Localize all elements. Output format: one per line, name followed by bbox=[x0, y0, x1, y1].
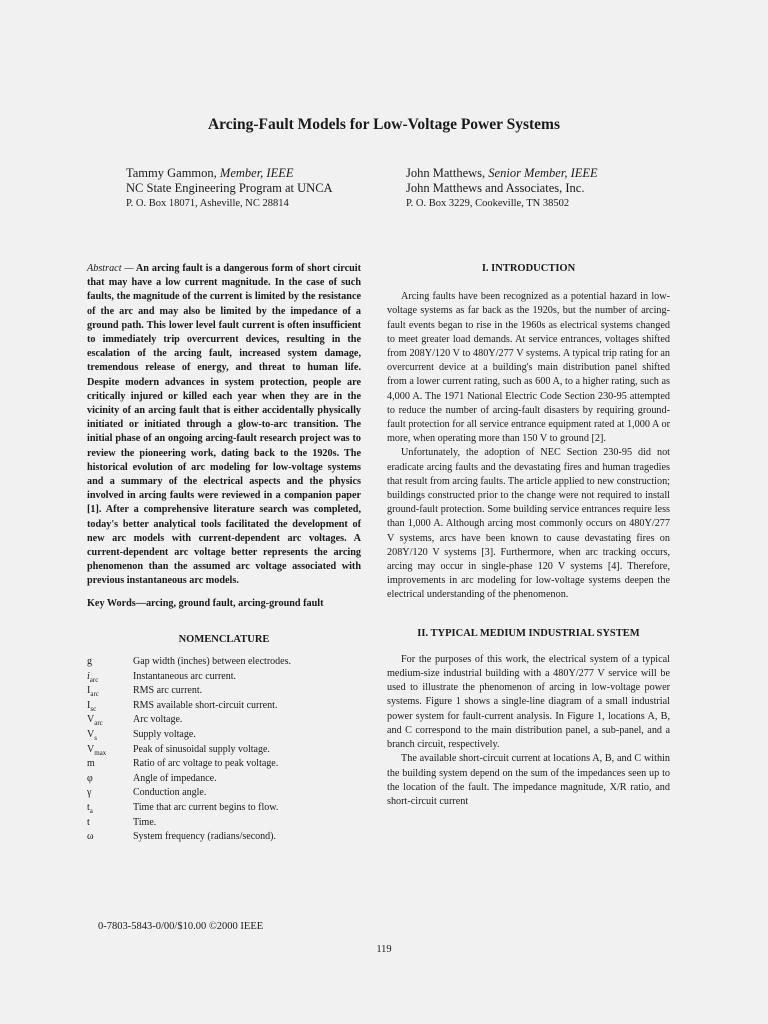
nomenclature-item bbox=[87, 786, 361, 801]
nomenclature-definition: RMS available short-circuit current. bbox=[133, 699, 278, 711]
nomenclature-heading: NOMENCLATURE bbox=[178, 633, 270, 645]
abstract-lead: Abstract — bbox=[87, 263, 134, 274]
nomenclature-item bbox=[87, 670, 361, 685]
nomenclature-definition: Time that arc current begins to flow. bbox=[133, 802, 279, 814]
nomenclature-definition: System frequency (radians/second). bbox=[133, 831, 277, 843]
keywords: Key Words—arcing, ground fault, arcing-ground fault bbox=[87, 597, 324, 609]
abstract-text: An arcing fault is a dangerous form of short circuit that may have a low current magnitude. In the case of such faults, the magnitude of the current is limited by the resistance of the arc and may also be limited by the impedance of a ground path. This lower level fault current is often insufficient to immediately trip overcurrent devices, resulting in the escalation of the arcing fault, increased system damage, tremendous release of energy, and threat to human life. Despite modern advances in system protection, people are critically injured or killed each year when they are in the vicinity of an arcing fault that is either accidentally physically initiated or initiated through a glow-to-arc transition. The initial phase of an ongoing arcing-fault research project was to review the pioneering work, dating back to the 1920s. The historical evolution of arc modeling for low-voltage systems and a summary of the electrical aspects and the physics involved in arcing faults were reviewed in a companion paper [1]. After a comprehensive literature search was completed, today's better analytical tools facilitated the development of new arc models with current-dependent arc voltages. A current-dependent arc voltage better represents the arcing phenomenon than the assumed arc voltage associated with previous instantaneous arc models. bbox=[87, 263, 361, 587]
nomenclature-symbol: m bbox=[87, 758, 95, 770]
author-name: Tammy Gammon, bbox=[126, 166, 217, 180]
copyright-notice: 0-7803-5843-0/00/$10.00 ©2000 IEEE bbox=[98, 921, 264, 932]
nomenclature-definition: Conduction angle. bbox=[133, 787, 207, 799]
nomenclature-definition: Arc voltage. bbox=[133, 714, 183, 726]
section-heading-introduction: I. INTRODUCTION bbox=[481, 263, 576, 274]
section-heading-typical-system: II. TYPICAL MEDIUM INDUSTRIAL SYSTEM bbox=[417, 627, 640, 639]
author-affiliation: NC State Engineering Program at UNCA bbox=[126, 181, 333, 195]
nomenclature-item bbox=[87, 757, 361, 772]
author-name: John Matthews, bbox=[406, 166, 486, 180]
nomenclature-symbol: ω bbox=[87, 831, 94, 843]
nomenclature-definition: Gap width (inches) between electrodes. bbox=[133, 656, 291, 668]
nomenclature-definition: Time. bbox=[133, 816, 157, 828]
paragraph: Unfortunately, the adoption of NEC Section 230-95 did not eradicate arcing faults and the devastating fires and human tragedies that result from arcing faults. The article applied to new construction; buildings constructed prior to the change were not required to install ground-fault protection. Some building service entrances require less than 1,000 A. Although arcing most commonly occurs on 480Y/277 V systems, arcs have been known to cause devastating fires on 208Y/120 V systems [3]. Furthermore, when arc tracking occurs, arcing may occur in single-phase 120 V systems [4]. Therefore, improvements in arc modeling for low-voltage systems deepen the electrical understanding of the phenomenon. bbox=[387, 447, 670, 601]
nomenclature-symbol: $I_{sc}$ bbox=[87, 699, 97, 713]
nomenclature-item bbox=[87, 830, 361, 845]
author-role: Senior Member, IEEE bbox=[488, 166, 598, 180]
author-role: Member, IEEE bbox=[219, 166, 294, 180]
author-block-1 bbox=[126, 166, 333, 211]
nomenclature-item bbox=[87, 801, 361, 816]
page-number: 119 bbox=[376, 944, 392, 955]
nomenclature-item bbox=[87, 816, 361, 831]
nomenclature-item bbox=[87, 684, 361, 699]
author-address: P. O. Box 18071, Asheville, NC 28814 bbox=[126, 198, 289, 209]
nomenclature-definition: RMS arc current. bbox=[133, 685, 203, 697]
nomenclature-item bbox=[87, 772, 361, 787]
nomenclature-definition: Ratio of arc voltage to peak voltage. bbox=[133, 758, 279, 770]
left-column bbox=[87, 262, 361, 845]
nomenclature-symbol: φ bbox=[87, 772, 93, 784]
abstract bbox=[87, 262, 361, 589]
nomenclature-symbol: $V_{max}$ bbox=[87, 743, 107, 757]
nomenclature-item bbox=[87, 655, 361, 670]
author-affiliation: John Matthews and Associates, Inc. bbox=[406, 181, 585, 195]
nomenclature-symbol: g bbox=[87, 656, 92, 668]
paper-title: Arcing-Fault Models for Low-Voltage Power Systems bbox=[207, 116, 560, 133]
nomenclature-item bbox=[87, 713, 361, 728]
nomenclature-list bbox=[87, 655, 361, 845]
paragraph: Arcing faults have been recognized as a potential hazard in low-voltage systems as far back as the 1920s, but the number of arcing-fault events began to rise in the 1960s as electrical systems changed to meet greater load demands. At service entrances, voltages shifted from 208Y/120 V to 480Y/277 V systems. A typical trip rating for an overcurrent device at a building's main distribution panel shifted from a lower current rating, such as 600 A, to a higher rating, such as 4,000 A. The 1971 National Electric Code Section 230-95 attempted to reduce the number of arcing-fault disasters by requiring ground-fault protection for all service entrance equipment rated at 1,000 A or more, when operating more than 150 V to ground [2]. bbox=[387, 291, 670, 445]
nomenclature-symbol: γ bbox=[87, 787, 92, 799]
nomenclature-symbol: $V_{arc}$ bbox=[87, 714, 103, 728]
author-address: P. O. Box 3229, Cookeville, TN 38502 bbox=[406, 198, 570, 209]
nomenclature-symbol: $I_{arc}$ bbox=[87, 685, 99, 699]
nomenclature-item bbox=[87, 728, 361, 743]
nomenclature-symbol: $V_s$ bbox=[87, 729, 97, 743]
nomenclature-symbol: t bbox=[87, 816, 90, 828]
nomenclature-definition: Peak of sinusoidal supply voltage. bbox=[133, 743, 270, 755]
nomenclature-definition: Instantaneous arc current. bbox=[133, 670, 237, 682]
nomenclature-item bbox=[87, 699, 361, 714]
nomenclature-definition: Supply voltage. bbox=[133, 729, 196, 741]
nomenclature-definition: Angle of impedance. bbox=[133, 772, 217, 784]
author-block-2 bbox=[406, 166, 598, 211]
paragraph: The available short-circuit current at locations A, B, and C within the building system depend on the sum of the impedances seen up to the location of the fault. The impedance magnitude, X/R ratio, and short-circuit current bbox=[387, 753, 670, 807]
nomenclature-symbol: $i_{arc}$ bbox=[87, 670, 99, 684]
paragraph: For the purposes of this work, the electrical system of a typical medium-size industrial building with a 480Y/277 V service will be used to illustrate the phenomenon of arcing in low-voltage power systems. Figure 1 shows a single-line diagram of a small industrial power system for fault-current analysis. In Figure 1, locations A, B, and C correspond to the main distribution panel, a sub-panel, and a branch circuit, respectively. bbox=[387, 653, 670, 751]
nomenclature-symbol: $t_a$ bbox=[87, 802, 93, 816]
right-column bbox=[387, 262, 670, 809]
nomenclature-item bbox=[87, 743, 361, 758]
